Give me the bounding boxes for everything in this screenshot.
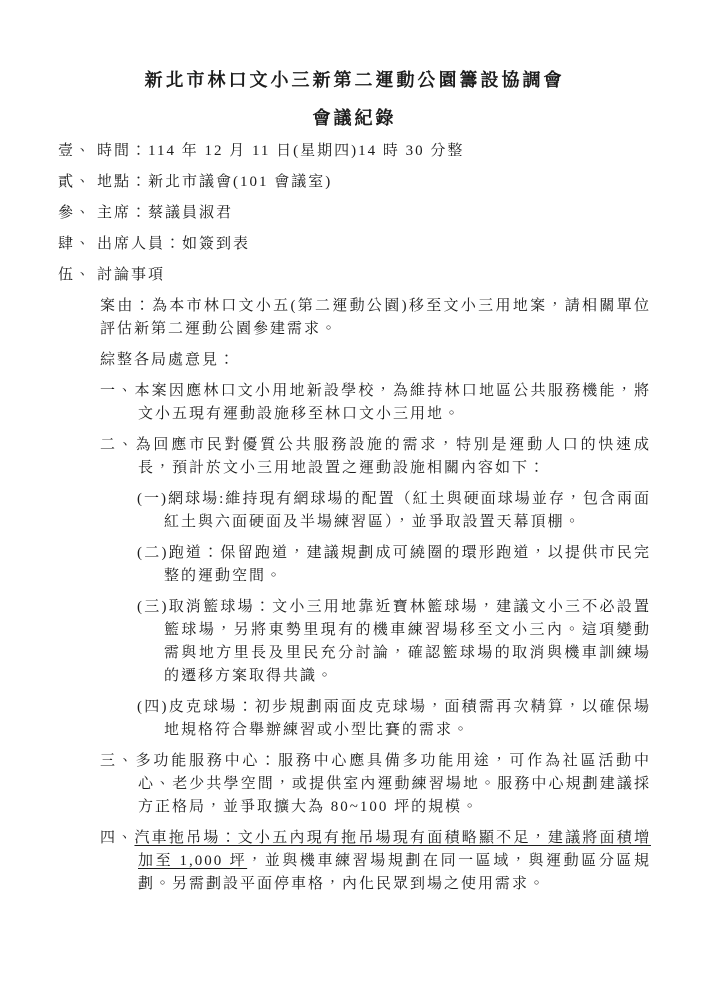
- subitem-marker: (三): [137, 599, 169, 615]
- subitem-marker: (二): [137, 545, 169, 561]
- subitem-tennis-court: [137, 488, 651, 534]
- summary-heading: 綜整各局處意見：: [100, 352, 237, 368]
- opinion-2-subitems: [137, 488, 651, 742]
- meta-item-time: [58, 140, 651, 163]
- list-marker: 伍、: [58, 267, 93, 283]
- subitem-text: 取消籃球場：文小三用地靠近寶林籃球場，建議文小三不必設置籃球場，另將東勢里現有的機車練習場移至文小三內。這項變動需與地方里長及里民充分討論，確認籃球場的取消與機車訓練場的遷移方案取得共識。: [164, 599, 651, 684]
- subitem-marker: (四): [137, 699, 169, 715]
- list-marker: 壹、: [58, 143, 93, 159]
- meta-list: [58, 140, 651, 287]
- page-title: 新北市林口文小三新第二運動公園籌設協調會: [144, 70, 565, 90]
- meta-text: 主席：蔡議員淑君: [97, 205, 234, 221]
- subitem-pickleball-court: [137, 696, 651, 742]
- meta-text: 地點：新北市議會(101 會議室): [97, 174, 333, 190]
- subitem-text: 網球場:維持現有網球場的配置（紅土與硬面球場並存，包含兩面紅土與六面硬面及半場練習區），並爭取設置天幕頂棚。: [164, 491, 651, 530]
- opinion-item-2: [100, 434, 651, 480]
- page-subtitle: 會議紀錄: [312, 108, 397, 128]
- case-paragraph: 案由：為本市林口文小五(第二運動公園)移至文小三用地案，請相關單位評估新第二運動公園參建需求。: [100, 298, 651, 337]
- opinion-marker: 一、: [100, 383, 135, 399]
- meta-text: 出席人員：如簽到表: [97, 236, 251, 252]
- opinion-text: 為回應市民對優質公共服務設施的需求，特別是運動人口的快速成長，預計於文小三用地設置之運動設施相關內容如下：: [135, 437, 651, 476]
- discussion-section: [100, 295, 651, 896]
- list-marker: 貳、: [58, 174, 93, 190]
- opinion-item-3: [100, 750, 651, 819]
- list-marker: 肆、: [58, 236, 93, 252]
- opinion-text-rest: ，並與機車練習場規劃在同一區域，與運動區分區規劃。另需劃設平面停車格，內化民眾到場之使用需求。: [138, 853, 651, 892]
- opinion-marker: 二、: [100, 437, 136, 453]
- opinion-text: 多功能服務中心：服務中心應具備多功能用途，可作為社區活動中心、老少共學空間，或提供室內運動練習場地。服務中心規劃建議採方正格局，並爭取擴大為 80~100 坪的規模。: [135, 753, 651, 815]
- meta-item-location: [58, 171, 651, 194]
- opinion-item-1: [100, 380, 651, 426]
- meta-item-chair: [58, 202, 651, 225]
- subitem-text: 皮克球場：初步規劃兩面皮克球場，面積需再次精算，以確保場地規格符合舉辦練習或小型比賽的需求。: [164, 699, 651, 738]
- meta-item-discussion: [58, 264, 651, 287]
- subitem-marker: (一): [137, 491, 169, 507]
- meta-text: 時間：114 年 12 月 11 日(星期四)14 時 30 分整: [97, 143, 465, 159]
- opinion-item-4: [100, 827, 651, 896]
- opinion-text: 本案因應林口文小用地新設學校，為維持林口地區公共服務機能，將文小五現有運動設施移至林口文小三用地。: [134, 383, 651, 422]
- subitem-running-track: [137, 542, 651, 588]
- list-marker: 參、: [58, 205, 93, 221]
- meta-item-attendees: [58, 233, 651, 256]
- opinion-marker: 四、: [100, 830, 135, 846]
- subitem-text: 跑道：保留跑道，建議規劃成可繞圈的環形跑道，以提供市民完整的運動空間。: [164, 545, 651, 584]
- subitem-basketball-court: [137, 596, 651, 688]
- opinion-marker: 三、: [100, 753, 136, 769]
- meta-text: 討論事項: [97, 267, 166, 283]
- opinion-text-underlined: 汽車拖吊場：文小五內現有拖吊場現有面積略顯不足，建議將面積增加至 1,000 坪: [134, 830, 651, 869]
